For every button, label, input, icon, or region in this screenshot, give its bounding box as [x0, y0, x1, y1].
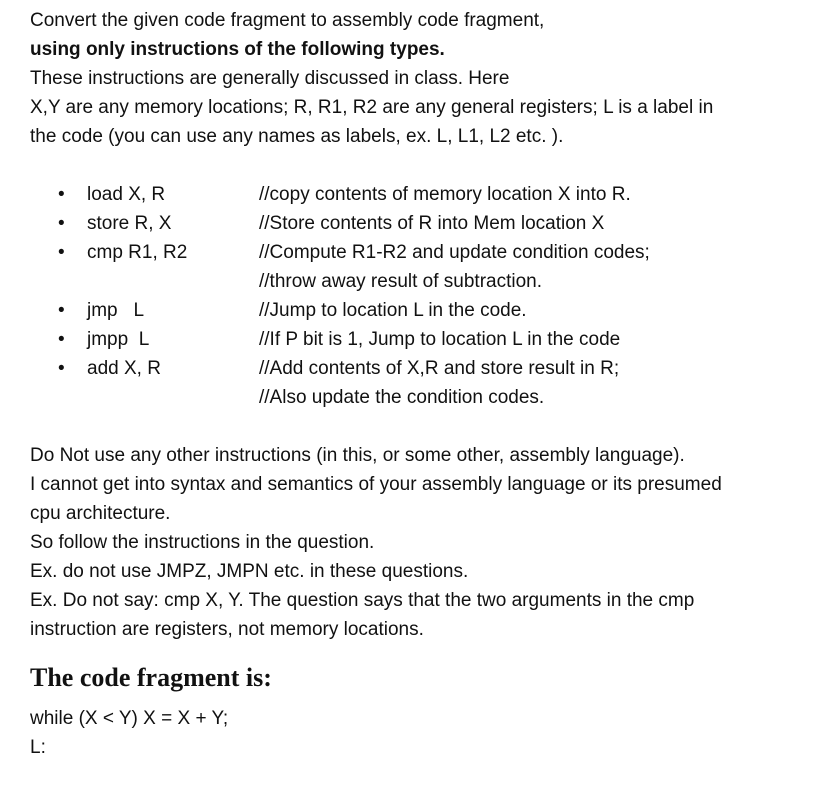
bullet-icon: • [58, 242, 65, 263]
instruction-comment: //If P bit is 1, Jump to location L in the code [259, 329, 621, 350]
code-fragment-heading: The code fragment is: [30, 663, 272, 692]
code-fragment-section [30, 704, 800, 762]
instruction-code: jmp L [87, 300, 145, 321]
spacer [30, 412, 800, 441]
rules-line-5: Ex. do not use JMPZ, JMPN etc. in these questions. [30, 561, 469, 582]
instruction-comment: //Also update the condition codes. [259, 387, 545, 408]
instruction-comment: //Store contents of R into Mem location X [259, 213, 605, 234]
instruction-list [30, 180, 800, 412]
instruction-comment: //Compute R1-R2 and update condition codes; [259, 242, 650, 263]
instruction-row-jmpp [30, 325, 800, 354]
bullet-icon: • [58, 184, 65, 205]
rules-line-4: So follow the instructions in the question. [30, 532, 375, 553]
rules-line-2: I cannot get into syntax and semantics of your assembly language or its presumed [30, 474, 722, 495]
instruction-code: load X, R [87, 184, 166, 205]
instruction-code: jmpp L [87, 329, 150, 350]
document [30, 6, 800, 762]
instruction-row-add [30, 354, 800, 383]
rules-line-3: cpu architecture. [30, 503, 171, 524]
instruction-comment: //Jump to location L in the code. [259, 300, 527, 321]
instruction-row-cmp-continued [30, 267, 800, 296]
bullet-icon: • [58, 213, 65, 234]
bullet-icon: • [58, 300, 65, 321]
instruction-row-add-continued [30, 383, 800, 412]
instruction-code: store R, X [87, 213, 172, 234]
intro-line-4: X,Y are any memory locations; R, R1, R2 are any general registers; L is a label in [30, 97, 714, 118]
instruction-comment: //Add contents of X,R and store result in R; [259, 358, 620, 379]
spacer [30, 151, 800, 180]
instruction-row-cmp [30, 238, 800, 267]
intro-line-5: the code (you can use any names as labels, ex. L, L1, L2 etc. ). [30, 126, 564, 147]
bullet-icon: • [58, 358, 65, 379]
rules-section [30, 441, 800, 644]
instruction-code: cmp R1, R2 [87, 242, 188, 263]
code-label-line: L: [30, 737, 46, 758]
code-fragment-line: while (X < Y) X = X + Y; [30, 708, 229, 729]
instruction-comment: //throw away result of subtraction. [259, 271, 543, 292]
rules-line-6: Ex. Do not say: cmp X, Y. The question says that the two arguments in the cmp [30, 590, 695, 611]
intro-line-3: These instructions are generally discussed in class. Here [30, 68, 510, 89]
instruction-code: add X, R [87, 358, 161, 379]
instruction-row-store [30, 209, 800, 238]
instruction-comment: //copy contents of memory location X into R. [259, 184, 631, 205]
intro-line-1: Convert the given code fragment to assembly code fragment, [30, 10, 545, 31]
bullet-icon: • [58, 329, 65, 350]
rules-line-7: instruction are registers, not memory locations. [30, 619, 424, 640]
instruction-row-jmp [30, 296, 800, 325]
intro-section [30, 6, 800, 151]
intro-line-2-bold: using only instructions of the following types. [30, 39, 445, 60]
rules-line-1: Do Not use any other instructions (in this, or some other, assembly language). [30, 445, 685, 466]
instruction-row-load [30, 180, 800, 209]
